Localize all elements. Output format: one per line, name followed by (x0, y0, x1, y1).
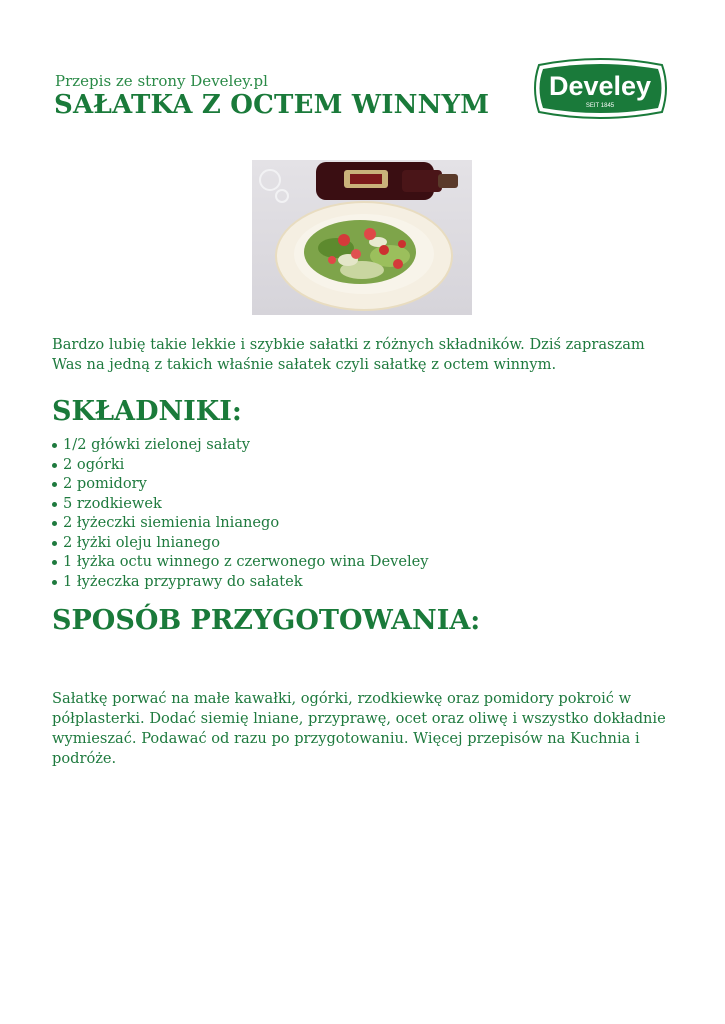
list-item (52, 533, 429, 553)
ingredient-text: 1 łyżka octu winnego z czerwonego wina Develey (63, 553, 429, 570)
list-item (52, 572, 429, 592)
ingredient-text: 2 łyżeczki siemienia lnianego (63, 514, 280, 531)
ingredient-text: 5 rzodkiewek (63, 494, 162, 512)
recipe-intro: Bardzo lubię takie lekkie i szybkie sałatki z różnych składników. Dziś zapraszam Was na jedną z takich właśnie sałatek czyli sałatkę z octem winnym. (52, 336, 645, 373)
bullet-icon (52, 463, 57, 468)
recipe-photo (252, 160, 472, 315)
method-heading: SPOSÓB PRZYGOTOWANIA: (52, 605, 481, 636)
list-item (52, 513, 429, 533)
logo-since-text: SEIT 1845 (585, 103, 615, 109)
ingredient-text: 2 łyżki oleju lnianego (63, 533, 220, 551)
method-text: Sałatkę porwać na małe kawałki, ogórki, rzodkiewkę oraz pomidory pokroić w półplasterki. Dodać siemię lniane, przyprawę, ocet oraz oliwę i wszystko dokładnie wymieszać. Podawać od razu po przygotowaniu. Więcej przepisów na Kuchnia i podróże. (52, 690, 666, 767)
list-item (52, 552, 429, 572)
ingredient-text: 2 ogórki (63, 455, 125, 473)
ingredient-text: 2 pomidory (63, 475, 147, 492)
logo-brand-text: Develey (548, 71, 652, 101)
ingredient-text: 1/2 główki zielonej sałaty (63, 436, 251, 453)
ingredients-heading: SKŁADNIKI: (52, 396, 242, 427)
bullet-icon (52, 443, 57, 448)
bullet-icon (52, 482, 57, 487)
ingredient-text: 1 łyżeczka przyprawy do sałatek (63, 572, 303, 590)
bullet-icon (52, 541, 57, 546)
develey-logo (531, 57, 670, 120)
ingredients-list (52, 435, 429, 591)
bullet-icon (52, 560, 57, 565)
recipe-title: SAŁATKA Z OCTEM WINNYM (54, 90, 490, 120)
list-item (52, 435, 429, 455)
bullet-icon (52, 502, 57, 507)
list-item (52, 455, 429, 475)
bullet-icon (52, 580, 57, 585)
recipe-source: Przepis ze strony Develey.pl (55, 72, 268, 90)
bullet-icon (52, 521, 57, 526)
list-item (52, 494, 429, 514)
salad-plate-icon (252, 160, 472, 315)
list-item (52, 474, 429, 494)
